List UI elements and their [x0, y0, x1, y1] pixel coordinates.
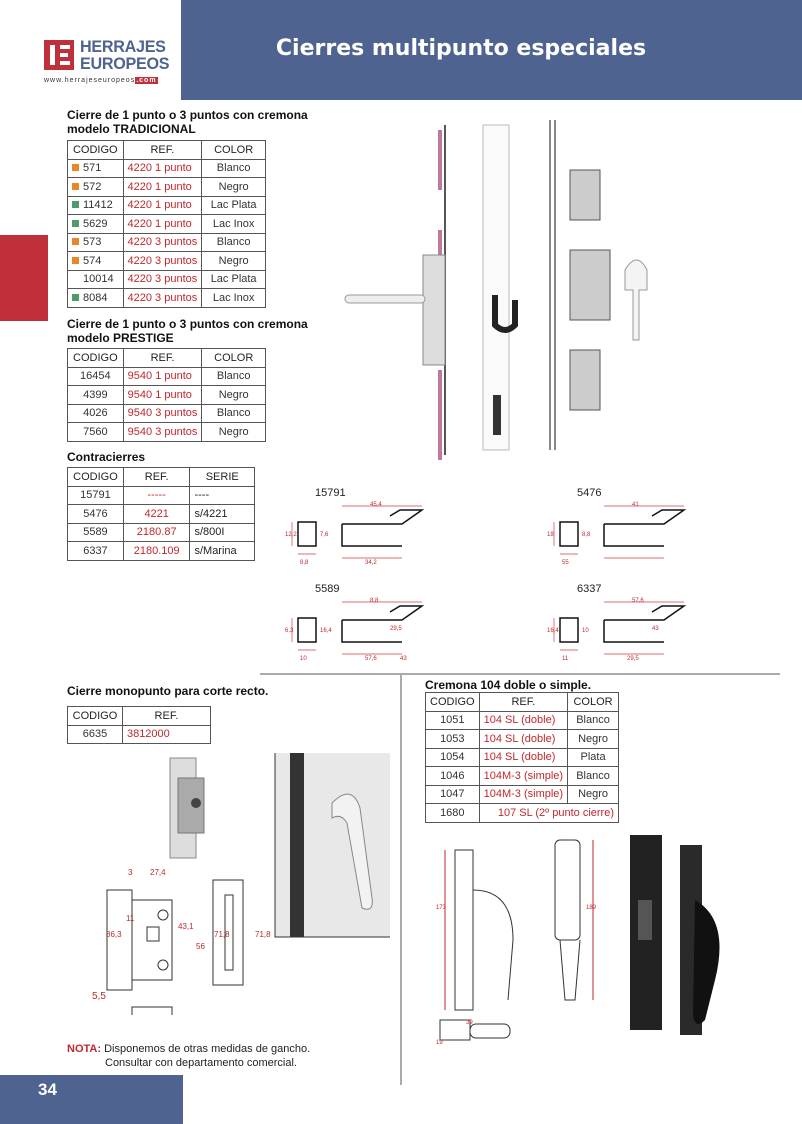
dimension-label: 71,8: [214, 930, 230, 939]
codigo-cell: [68, 196, 124, 215]
table-header-row: [68, 468, 255, 487]
dimension-label: 6,3: [285, 628, 294, 634]
color-swatch: [72, 294, 79, 301]
ref-cell: 2180.109: [123, 542, 190, 561]
color-cell: Lac Plata: [202, 196, 266, 215]
color-cell: Lac Inox: [202, 215, 266, 234]
table-row: [68, 542, 255, 561]
dimension-label: 34,2: [365, 560, 377, 566]
table-row: [426, 767, 619, 786]
table-row: [68, 270, 266, 289]
section-heading-contracierres: Contracierres: [67, 450, 146, 464]
nota-label: NOTA:: [67, 1043, 102, 1055]
color-cell: Blanco: [202, 233, 266, 252]
color-cell: Blanco: [202, 367, 266, 386]
column-header: REF.: [123, 349, 202, 368]
codigo-text: 4026: [83, 407, 108, 420]
color-cell: Blanco: [202, 159, 266, 178]
codigo-cell: [68, 725, 123, 744]
ref-cell: 4220 1 punto: [123, 159, 202, 178]
codigo-text: 7560: [83, 425, 108, 438]
nota: [67, 1042, 310, 1070]
dimension-label: 43: [652, 626, 659, 632]
dimension-label: 10: [300, 656, 307, 662]
codigo-text: 1047: [440, 788, 465, 801]
codigo-text: 8084: [83, 291, 108, 304]
dimension-label: 71,8: [255, 930, 271, 939]
dimension-label: 56: [196, 942, 205, 951]
url-text: www.herrajeseuropeos: [44, 77, 136, 84]
contracierre-drawing: [542, 598, 732, 663]
color-cell: Negro: [202, 178, 266, 197]
codigo-text: 11412: [83, 199, 113, 212]
dimension-label: 29,5: [627, 656, 639, 662]
table-row: [426, 748, 619, 767]
table-row: [68, 505, 255, 524]
color-cell: Plata: [568, 748, 619, 767]
ref-cell: 2180.87: [123, 523, 190, 542]
ref-cell: 3812000: [122, 725, 210, 744]
divider: [400, 675, 402, 1085]
ref-cell: 4220 3 puntos: [123, 252, 202, 271]
ref-cell: 4220 3 puntos: [123, 270, 202, 289]
codigo-cell: [68, 423, 124, 442]
monopunto-table: [67, 706, 211, 744]
color-cell: Blanco: [202, 404, 266, 423]
dimension-label: 43: [400, 656, 407, 662]
tradicional-table: [67, 140, 266, 308]
cremona-images: [425, 830, 745, 1070]
table-header-row: [68, 349, 266, 368]
codigo-text: 1054: [440, 751, 465, 764]
section-heading-tradicional: [67, 108, 308, 136]
ref-cell: 4220 1 punto: [123, 178, 202, 197]
ref-cell: 4220 3 puntos: [123, 233, 202, 252]
column-header: CODIGO: [68, 707, 123, 726]
table-row: [68, 367, 266, 386]
contracierres-table: [67, 467, 255, 561]
dimension-label: 11: [562, 656, 569, 662]
section-heading-cremona: Cremona 104 doble o simple.: [425, 678, 592, 692]
multipoint-lock-image: [335, 110, 675, 480]
color-swatch: [72, 220, 79, 227]
column-header: CODIGO: [426, 693, 480, 712]
serie-cell: s/800I: [190, 523, 255, 542]
dimension-label: 189: [586, 905, 597, 911]
dimension-label: 86,3: [106, 930, 122, 939]
nota-line: Consultar con departamento comercial.: [105, 1057, 297, 1069]
codigo-cell: [68, 367, 124, 386]
color-cell: Negro: [568, 785, 619, 804]
heading-line: Cierre de 1 punto o 3 puntos con cremona: [67, 108, 308, 122]
dimension-label: 27,4: [150, 868, 166, 877]
dimension-label: 45,4: [370, 502, 382, 508]
dimension-label: 8,8: [370, 598, 379, 604]
codigo-cell: [68, 386, 124, 405]
table-row: [68, 289, 266, 308]
table-row: [68, 233, 266, 252]
table-row: [68, 725, 211, 744]
drawing-code: 15791: [315, 487, 346, 499]
ref-cell: 104 SL (doble): [479, 730, 567, 749]
dimension-label: 41: [632, 502, 639, 508]
column-header: CODIGO: [68, 468, 124, 487]
color-cell: Lac Plata: [202, 270, 266, 289]
table-row: [426, 711, 619, 730]
color-swatch: [72, 238, 79, 245]
codigo-cell: [68, 159, 124, 178]
codigo-cell: [68, 404, 124, 423]
codigo-cell: [68, 542, 124, 561]
cremona-table: [425, 692, 619, 823]
section-heading-prestige: [67, 317, 308, 345]
divider: [260, 673, 780, 675]
nota-line: Disponemos de otras medidas de gancho.: [104, 1043, 311, 1055]
color-swatch: [72, 164, 79, 171]
codigo-text: 6635: [82, 728, 108, 741]
table-row: [68, 215, 266, 234]
column-header: COLOR: [568, 693, 619, 712]
dimension-label: 8,8: [582, 532, 591, 538]
codigo-cell: [68, 523, 124, 542]
logo-text: EUROPEOS: [80, 54, 170, 73]
table-row: [68, 196, 266, 215]
dimension-label: 3: [128, 868, 133, 877]
heading-line: modelo TRADICIONAL: [67, 122, 196, 136]
codigo-cell: [68, 215, 124, 234]
color-cell: Negro: [202, 423, 266, 442]
table-row: [68, 178, 266, 197]
ref-cell: 4220 1 punto: [123, 196, 202, 215]
table-header-row: [68, 141, 266, 160]
table-row: [426, 804, 619, 823]
table-row: [68, 523, 255, 542]
table-row: [68, 386, 266, 405]
codigo-cell: [68, 505, 124, 524]
column-header: COLOR: [202, 349, 266, 368]
table-row: [426, 730, 619, 749]
codigo-cell: [68, 486, 124, 505]
section-tab: [0, 235, 48, 321]
ref-cell: 104 SL (doble): [479, 711, 567, 730]
dimension-label: 39: [466, 1020, 473, 1026]
table-row: [68, 423, 266, 442]
color-cell: Negro: [202, 386, 266, 405]
codigo-text: 5589: [83, 526, 108, 539]
codigo-cell: [426, 748, 480, 767]
codigo-text: 6337: [83, 544, 108, 557]
section-heading-monopunto: Cierre monopunto para corte recto.: [67, 684, 269, 698]
column-header: REF.: [479, 693, 567, 712]
column-header: COLOR: [202, 141, 266, 160]
dimension-label: 16,4: [320, 628, 332, 634]
dimension-label: 173: [436, 905, 447, 911]
ref-cell: 104M-3 (simple): [479, 767, 567, 786]
contracierre-drawing: [280, 598, 470, 663]
table-header-row: [426, 693, 619, 712]
column-header: REF.: [122, 707, 210, 726]
serie-cell: s/Marina: [190, 542, 255, 561]
codigo-text: 574: [83, 254, 102, 267]
ref-cell: 107 SL (2º punto cierre): [479, 804, 618, 823]
ref-cell: 9540 3 puntos: [123, 423, 202, 442]
dimension-label: 19: [436, 1040, 443, 1046]
heading-line: modelo PRESTIGE: [67, 331, 174, 345]
color-cell: Negro: [202, 252, 266, 271]
table-row: [68, 486, 255, 505]
codigo-cell: [426, 785, 480, 804]
dimension-label: 7,6: [320, 532, 329, 538]
table-row: [426, 785, 619, 804]
monopunto-technical-drawing: [95, 875, 275, 1015]
ref-cell: 104 SL (doble): [479, 748, 567, 767]
table-row: [68, 404, 266, 423]
drawing-code: 5589: [315, 583, 340, 595]
color-cell: Blanco: [568, 767, 619, 786]
color-swatch: [72, 201, 79, 208]
color-swatch: [72, 183, 79, 190]
drawing-code: 6337: [577, 583, 602, 595]
dimension-label: 57,6: [632, 598, 644, 604]
codigo-text: 4399: [83, 388, 108, 401]
dimension-label: 55: [562, 560, 569, 566]
dimension-label: 10: [582, 628, 589, 634]
dimension-label: 29,5: [390, 626, 402, 632]
column-header: REF.: [123, 468, 190, 487]
codigo-text: 573: [83, 236, 102, 249]
contracierre-drawing: [280, 502, 470, 567]
codigo-cell: [426, 804, 480, 823]
codigo-text: 10014: [83, 273, 114, 286]
codigo-text: 572: [83, 180, 102, 193]
ref-cell: 9540 1 punto: [123, 367, 202, 386]
dimension-label: 12,2: [285, 532, 297, 538]
dimension-label: 57,6: [365, 656, 377, 662]
color-cell: Blanco: [568, 711, 619, 730]
codigo-text: 1046: [440, 769, 465, 782]
color-swatch: [72, 275, 79, 282]
ref-cell: 9540 1 punto: [123, 386, 202, 405]
codigo-text: 1051: [440, 714, 465, 727]
table-row: [68, 252, 266, 271]
color-cell: Lac Inox: [202, 289, 266, 308]
codigo-cell: [68, 252, 124, 271]
url-tld: .com: [136, 77, 157, 84]
page-title: Cierres multipunto especiales: [275, 36, 647, 61]
codigo-text: 5476: [83, 507, 108, 520]
ref-cell: 4220 1 punto: [123, 215, 202, 234]
codigo-cell: [68, 233, 124, 252]
serie-cell: s/4221: [190, 505, 255, 524]
column-header: REF.: [123, 141, 202, 160]
codigo-text: 571: [83, 162, 102, 175]
serie-cell: ----: [190, 486, 255, 505]
codigo-text: 1053: [440, 732, 465, 745]
color-cell: Negro: [568, 730, 619, 749]
column-header: CODIGO: [68, 141, 124, 160]
table-row: [68, 159, 266, 178]
codigo-text: 5629: [83, 217, 108, 230]
codigo-cell: [68, 270, 124, 289]
dimension-label: 16,4: [547, 628, 559, 634]
ref-cell: 104M-3 (simple): [479, 785, 567, 804]
codigo-text: 15791: [80, 489, 111, 502]
ref-cell: 9540 3 puntos: [123, 404, 202, 423]
heading-line: Cierre de 1 punto o 3 puntos con cremona: [67, 317, 308, 331]
color-swatch: [72, 257, 79, 264]
ref-cell: 4221: [123, 505, 190, 524]
codigo-cell: [426, 711, 480, 730]
ref-cell: -----: [123, 486, 190, 505]
dimension-label: 8,8: [300, 560, 309, 566]
logo-url: [44, 77, 158, 85]
codigo-text: 16454: [80, 370, 111, 383]
codigo-cell: [68, 178, 124, 197]
contracierre-drawing: [542, 502, 732, 567]
codigo-cell: [426, 730, 480, 749]
ref-cell: 4220 3 puntos: [123, 289, 202, 308]
page-number: 34: [38, 1080, 57, 1099]
dimension-label: 18: [547, 532, 554, 538]
codigo-text: 1680: [440, 806, 465, 819]
logo-icon: [44, 40, 74, 70]
dimension-label: 11: [126, 914, 135, 923]
column-header: SERIE: [190, 468, 255, 487]
footer-banner: [0, 1075, 183, 1124]
column-header: CODIGO: [68, 349, 124, 368]
dimension-label: 43,1: [178, 922, 194, 931]
drawing-code: 5476: [577, 487, 602, 499]
prestige-table: [67, 348, 266, 442]
codigo-cell: [426, 767, 480, 786]
logo-text: HERRAJES: [80, 37, 166, 56]
dimension-label: 5,5: [92, 991, 106, 1002]
table-header-row: [68, 707, 211, 726]
codigo-cell: [68, 289, 124, 308]
